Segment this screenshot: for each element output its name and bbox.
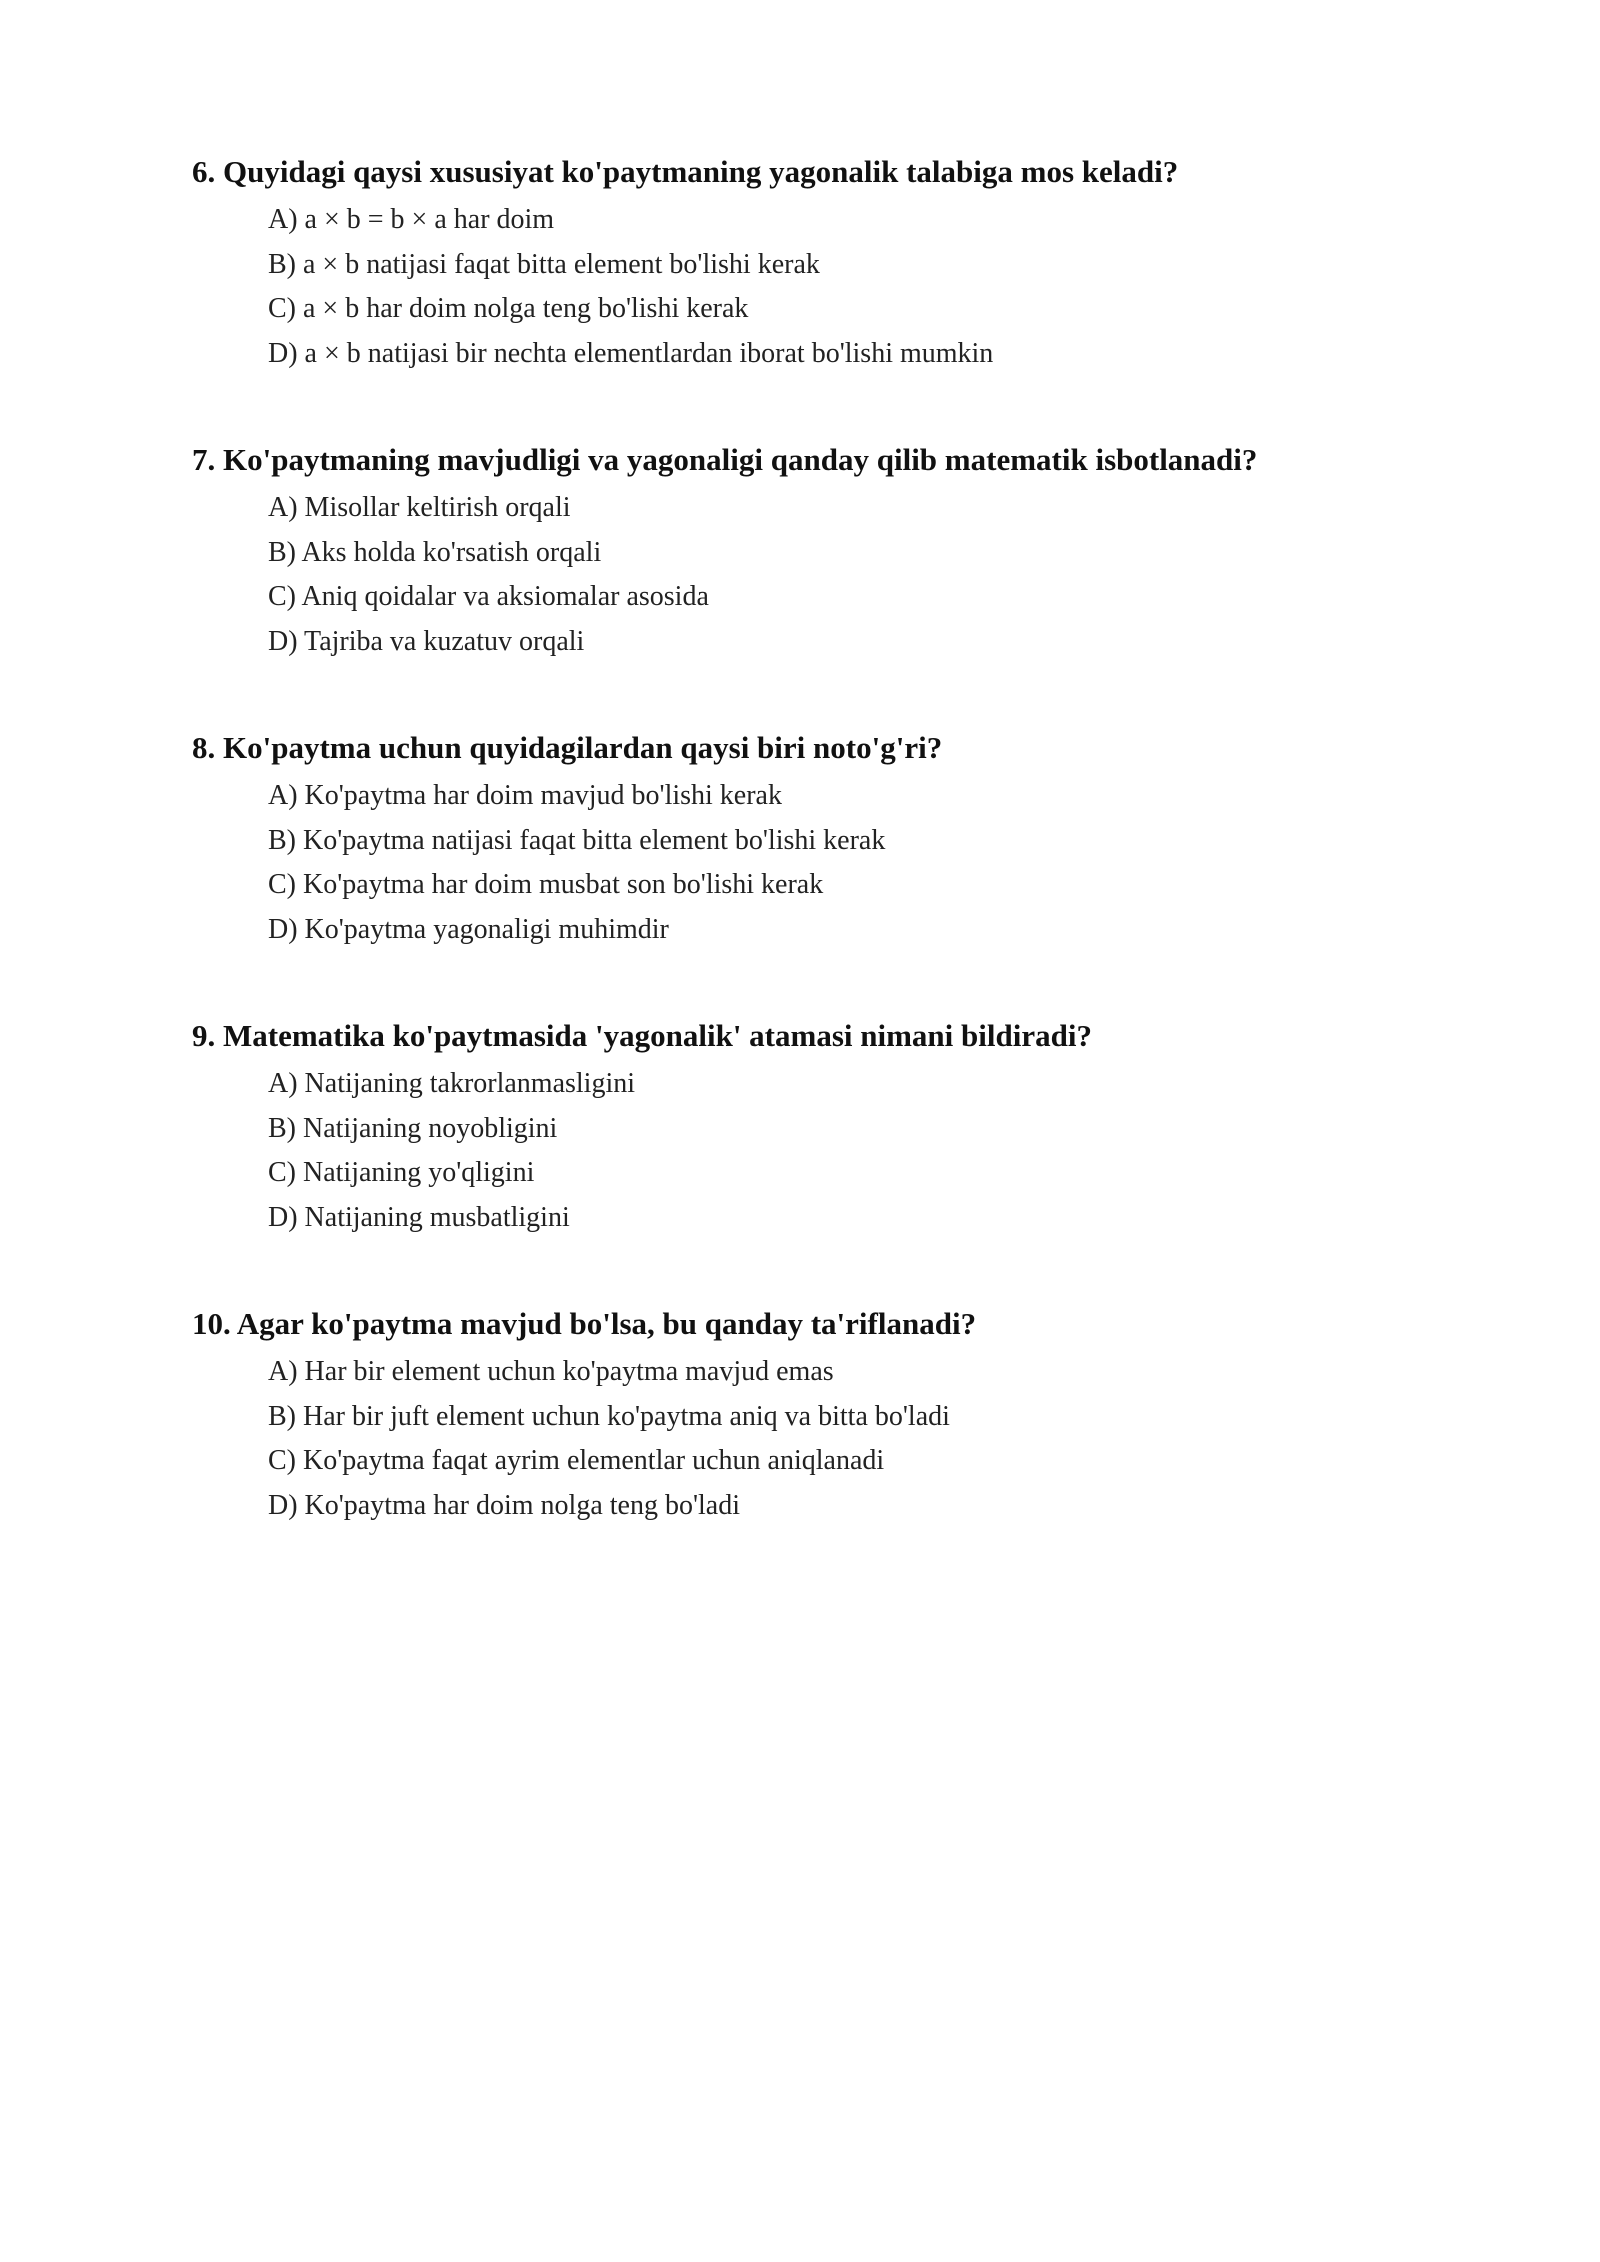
option-list — [268, 198, 1492, 376]
option-list — [268, 486, 1492, 664]
option-b: B) Har bir juft element uchun ko'paytma aniq va bitta bo'ladi — [268, 1400, 950, 1432]
option-d: D) Ko'paytma yagonaligi muhimdir — [268, 913, 669, 945]
option-a: A) a × b = b × a har doim — [268, 204, 555, 235]
option-c: C) Ko'paytma faqat ayrim elementlar uchun aniqlanadi — [268, 1445, 885, 1477]
option-d: D) Ko'paytma har doim nolga teng bo'ladi — [268, 1489, 740, 1521]
option-b: B) Natijaning noyobligini — [268, 1112, 558, 1144]
option-a: A) Ko'paytma har doim mavjud bo'lishi kerak — [268, 780, 782, 811]
option-c: C) Aniq qoidalar va aksiomalar asosida — [268, 581, 709, 613]
option-a: A) Misollar keltirish orqali — [268, 492, 571, 523]
option-list — [268, 1062, 1492, 1240]
option-list — [268, 774, 1492, 952]
option-d: D) Natijaning musbatligini — [268, 1201, 570, 1233]
question-6 — [192, 152, 1492, 376]
option-d: D) a × b natijasi bir nechta elementlardan iborat bo'lishi mumkin — [268, 337, 994, 369]
option-b: B) Ko'paytma natijasi faqat bitta element bo'lishi kerak — [268, 824, 886, 856]
question-title: 10. Agar ko'paytma mavjud bo'lsa, bu qanday ta'riflanadi? — [192, 1306, 977, 1341]
option-c: C) a × b har doim nolga teng bo'lishi kerak — [268, 293, 749, 325]
question-9 — [192, 1016, 1492, 1240]
question-title: 6. Quyidagi qaysi xususiyat ko'paytmaning yagonalik talabiga mos keladi? — [192, 154, 1179, 189]
question-title: 7. Ko'paytmaning mavjudligi va yagonaligi qanday qilib matematik isbotlanadi? — [192, 442, 1258, 477]
question-title: 8. Ko'paytma uchun quyidagilardan qaysi biri noto'g'ri? — [192, 730, 943, 765]
option-c: C) Natijaning yo'qligini — [268, 1157, 535, 1189]
question-8 — [192, 728, 1492, 952]
option-a: A) Har bir element uchun ko'paytma mavjud emas — [268, 1356, 834, 1387]
option-a: A) Natijaning takrorlanmasligini — [268, 1068, 636, 1099]
option-b: B) Aks holda ko'rsatish orqali — [268, 536, 602, 568]
option-list — [268, 1350, 1492, 1528]
question-title: 9. Matematika ko'paytmasida 'yagonalik' atamasi nimani bildiradi? — [192, 1018, 1092, 1053]
question-10 — [192, 1304, 1492, 1528]
question-7 — [192, 440, 1492, 664]
option-d: D) Tajriba va kuzatuv orqali — [268, 625, 585, 657]
option-c: C) Ko'paytma har doim musbat son bo'lishi kerak — [268, 869, 824, 901]
option-b: B) a × b natijasi faqat bitta element bo'lishi kerak — [268, 248, 820, 280]
